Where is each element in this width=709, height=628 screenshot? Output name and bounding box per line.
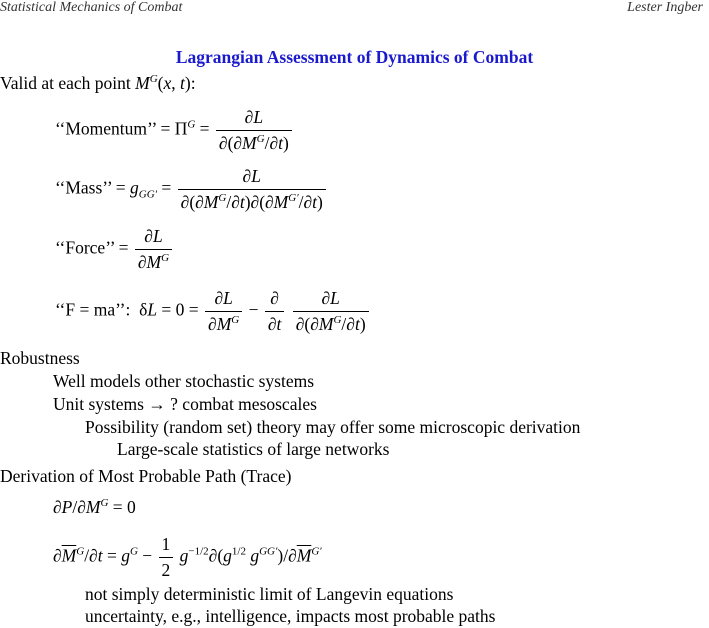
force-equation: ‘‘Force’’ = $\frac{\partial L}{\partial M^G}$ xyxy=(55,226,174,273)
robustness-item: Unit systems → ? combat mesoscales xyxy=(53,394,317,414)
robustness-item: Well models other stochastic systems xyxy=(53,371,315,391)
derivation-note: not simply deterministic limit of Langevin equations xyxy=(85,584,454,604)
intro-text: Valid at each point xyxy=(0,73,131,93)
intro-math: $M^G(x$, t): xyxy=(135,73,196,93)
force-label: ‘‘Force’’ xyxy=(55,237,115,258)
momentum-equation: ‘‘Momentum’’ = $\Pi^G$ = $\frac{\partial L}{\partial(\partial M^G/\partial t)}$ xyxy=(55,107,294,154)
robustness-item: Large-scale statistics of large networks xyxy=(117,439,390,459)
mass-label: ‘‘Mass’’ xyxy=(55,177,112,198)
robustness-heading: Robustness xyxy=(0,348,80,368)
header-right: Lester Ingber xyxy=(627,0,703,15)
robustness-item: Possibility (random set) theory may offer some microscopic derivation xyxy=(85,417,581,437)
momentum-label: ‘‘Momentum’’ xyxy=(55,118,157,139)
derivation-note: uncertainty, e.g., intelligence, impacts most probable paths xyxy=(85,606,496,626)
header-left: Statistical Mechanics of Combat xyxy=(0,0,183,15)
derivation-heading: Derivation of Most Probable Path (Trace) xyxy=(0,466,292,486)
mass-equation: ‘‘Mass’’ = $g_{GG'}$ = $\frac{\partial L}{\partial(\partial M^G/\partial t)\partial(\partial M^{G'}/\partial t)}$ xyxy=(55,166,328,213)
intro-line xyxy=(0,73,196,94)
path-equation: $\partial\overline{M}^G/\partial t = g^G$ − $\frac{1}{2}$ $g^{-1/2}\partial(g^{1/2}$ $g^{GG'})/\partial\overline{M}^{G'}$ xyxy=(53,534,322,580)
fma-equation: ‘‘F = ma’’: δL = 0 = $\frac{\partial L}{\partial M^G}$ − $\frac{\partial}{\partial t}$ $\frac{\partial L}{\partial(\partial M^G/\partial t)}$ xyxy=(55,288,371,335)
stationary-equation: $\partial P/\partial M^G = 0$ xyxy=(53,497,136,517)
page-title: Lagrangian Assessment of Dynamics of Combat xyxy=(175,47,534,67)
fma-label: ‘‘F = ma’’: xyxy=(55,299,131,320)
